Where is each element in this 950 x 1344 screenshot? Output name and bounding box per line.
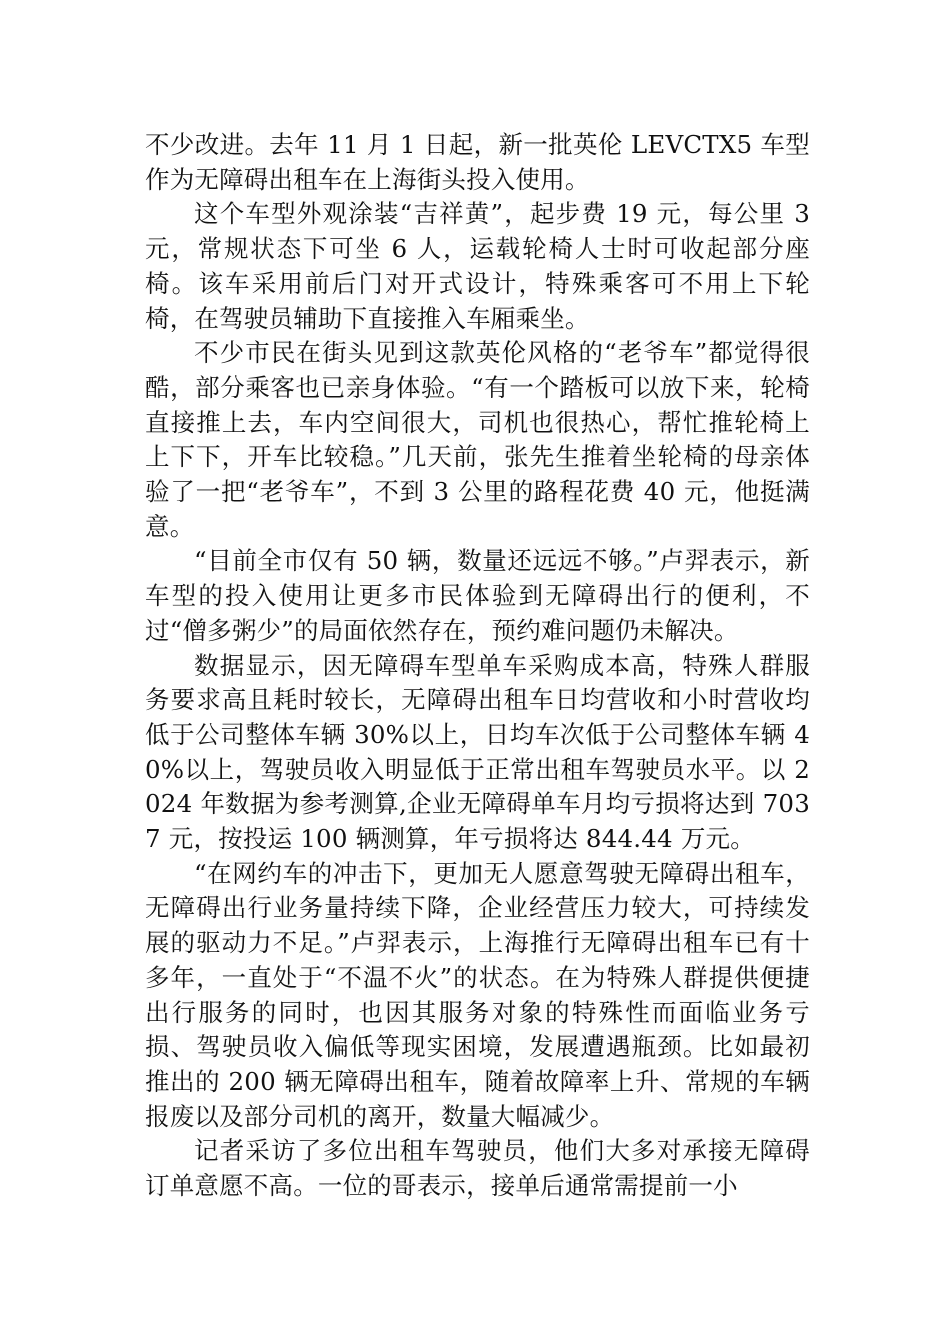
paragraph-4: “目前全市仅有 50 辆，数量还远远不够。”卢羿表示，新车型的投入使用让更多市民体验到无障碍出行的便利，不过“僧多粥少”的局面依然存在，预约难问题仍未解决。	[145, 546, 810, 645]
paragraph-3: 不少市民在街头见到这款英伦风格的“老爷车”都觉得很酷，部分乘客也已亲身体验。“有一个踏板可以放下来，轮椅直接推上去，车内空间很大，司机也很热心，帮忙推轮椅上上下下，开车比较稳。”几天前，张先生推着坐轮椅的母亲体验了一把“老爷车”，不到 3 公里的路程花费 40 元，他挺满意。	[145, 338, 810, 541]
paragraph-2: 这个车型外观涂装“吉祥黄”，起步费 19 元，每公里 3 元，常规状态下可坐 6 人，运载轮椅人士时可收起部分座椅。该车采用前后门对开式设计，特殊乘客可不用上下轮椅，在驾驶员辅助下直接推入车厢乘坐。	[145, 199, 810, 333]
paragraph-7: 记者采访了多位出租车驾驶员，他们大多对承接无障碍订单意愿不高。一位的哥表示，接单后通常需提前一小	[145, 1136, 810, 1201]
paragraph-5: 数据显示，因无障碍车型单车采购成本高，特殊人群服务要求高且耗时较长，无障碍出租车日均营收和小时营收均低于公司整体车辆 30%以上，日均车次低于公司整体车辆 40%以上，驾驶员收入明显低于正常出租车驾驶员水平。以 2024 年数据为参考测算,企业无障碍单车月均亏损将达到 7037 元，按投运 100 辆测算，年亏损将达 844.44 万元。	[145, 650, 810, 854]
article-body	[145, 128, 810, 1204]
paragraph-1: 不少改进。去年 11 月 1 日起，新一批英伦 LEVCTX5 车型作为无障碍出租车在上海街头投入使用。	[145, 130, 810, 194]
paragraph-6: “在网约车的冲击下，更加无人愿意驾驶无障碍出租车，无障碍出行业务量持续下降，企业经营压力较大，可持续发展的驱动力不足。”卢羿表示，上海推行无障碍出租车已有十多年，一直处于“不温不火”的状态。在为特殊人群提供便捷出行服务的同时，也因其服务对象的特殊性而面临业务亏损、驾驶员收入偏低等现实困境，发展遭遇瓶颈。比如最初推出的 200 辆无障碍出租车，随着故障率上升、常规的车辆报废以及部分司机的离开，数量大幅减少。	[145, 858, 810, 1131]
